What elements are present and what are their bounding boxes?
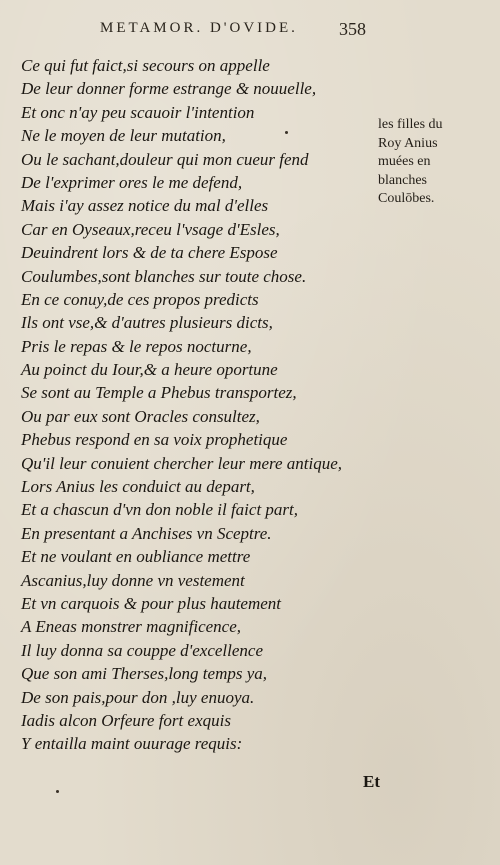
verse-line: Ils ont vse,& d'autres plusieurs dicts,: [21, 313, 273, 333]
verse-line: Coulumbes,sont blanches sur toute chose.: [21, 266, 307, 286]
verse-line: Ou le sachant,douleur qui mon cueur fend: [21, 149, 309, 169]
verse-line: Et vn carquois & pour plus hautement: [21, 593, 282, 613]
verse-line: Et ne voulant en oubliance mettre: [21, 547, 251, 567]
verse-line: Phebus respond en sa voix prophetique: [21, 430, 288, 450]
catchword: Et: [363, 772, 380, 791]
verse-line: Au poinct du Iour,& a heure oportune: [21, 360, 278, 380]
verse-line: De son pais,pour don ,luy enuoya.: [21, 687, 255, 707]
verse-text: [21, 54, 371, 756]
marginal-note-line: les filles du: [378, 117, 443, 132]
verse-line: Iadis alcon Orfeure fort exquis: [21, 710, 231, 730]
verse-line: Se sont au Temple a Phebus transportez,: [21, 383, 297, 403]
verse-line: Ne le moyen de leur mutation,: [21, 126, 226, 146]
verse-line: De l'exprimer ores le me defend,: [21, 172, 243, 192]
verse-line: Car en Oyseaux,receu l'vsage d'Esles,: [21, 219, 280, 239]
verse-line: En presentant a Anchises vn Sceptre.: [21, 523, 272, 543]
verse-line: De leur donner forme estrange & nouuelle,: [21, 79, 317, 99]
marginal-note-line: blanches: [378, 172, 427, 188]
running-head: METAMOR. D'OVIDE.: [100, 20, 298, 36]
verse-line: Que son ami Therses,long temps ya,: [21, 664, 268, 684]
marginal-note-line: Roy Anius: [378, 135, 438, 151]
verse-line: Et a chascun d'vn don noble il faict part,: [21, 500, 299, 520]
ink-speck: [285, 131, 288, 134]
verse-line: Ou par eux sont Oracles consultez,: [21, 406, 260, 426]
verse-line: Mais i'ay assez notice du mal d'elles: [21, 196, 269, 216]
verse-line: Lors Anius les conduict au depart,: [21, 477, 255, 497]
verse-line: Il luy donna sa couppe d'excellence: [21, 640, 264, 660]
verse-line: En ce conuy,de ces propos predicts: [21, 289, 259, 309]
verse-line: Deuindrent lors & de ta chere Espose: [21, 243, 278, 263]
marginal-note-line: Coulōbes.: [378, 191, 435, 206]
verse-line: A Eneas monstrer magnificence,: [21, 617, 242, 637]
verse-line: Et onc n'ay peu scauoir l'intention: [21, 102, 255, 122]
verse-line: Pris le repas & le repos nocturne,: [21, 336, 252, 356]
marginal-note: [378, 116, 488, 209]
marginal-note-line: muées en: [378, 154, 431, 169]
verse-line: Ascanius,luy donne vn vestement: [21, 570, 245, 590]
page-number: 358: [339, 19, 366, 39]
verse-line: Ce qui fut faict,si secours on appelle: [21, 56, 270, 75]
verse-line: Y entailla maint ouurage requis:: [21, 734, 243, 754]
verse-line: Qu'il leur conuient chercher leur mere antique,: [21, 453, 343, 473]
ink-speck: [56, 790, 59, 793]
